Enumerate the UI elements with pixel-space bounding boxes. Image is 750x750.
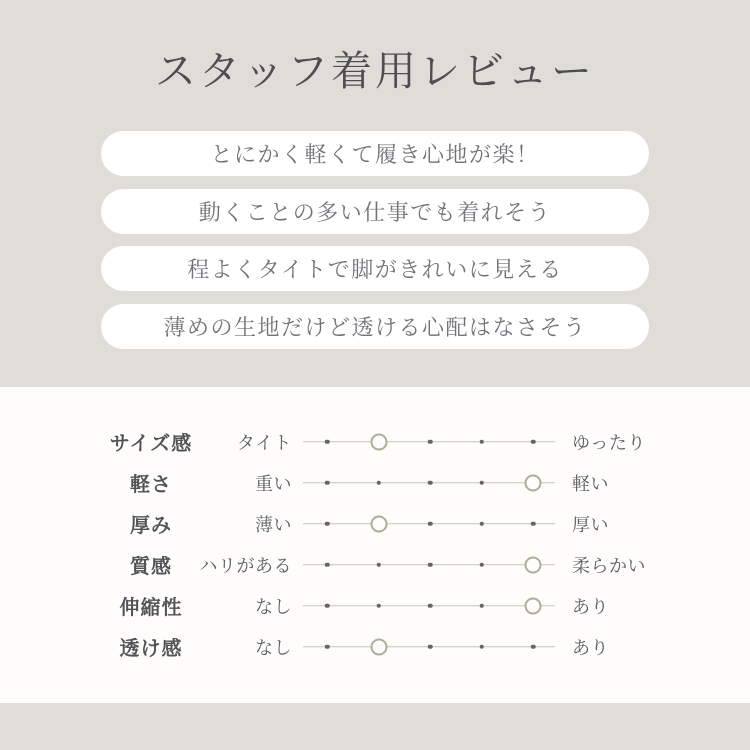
rating-scale-track [303, 513, 555, 534]
rating-scale-track [303, 554, 555, 575]
scale-step-dot [376, 480, 381, 485]
scale-step-dot [428, 480, 433, 485]
review-pill: 動くことの多い仕事でも着れそう [101, 189, 649, 234]
rating-scale-track [303, 431, 555, 452]
rating-attribute-label: サイズ感 [109, 433, 193, 455]
rating-scale-track [303, 636, 555, 657]
rating-rows [0, 421, 750, 667]
scale-max-label: あり [572, 637, 609, 658]
rating-row [0, 626, 750, 667]
scale-max-label: 柔らかい [572, 555, 646, 576]
scale-step-dot [428, 521, 433, 526]
scale-step-dot [325, 480, 330, 485]
scale-step-dot [531, 521, 536, 526]
scale-min-label: 薄い [255, 514, 292, 535]
selected-rating-marker [525, 597, 542, 614]
review-pill: 程よくタイトで脚がきれいに見える [101, 246, 649, 291]
rating-scale-track [303, 595, 555, 616]
scale-step-dot [376, 603, 381, 608]
scale-step-dot [428, 644, 433, 649]
scale-min-label: なし [255, 596, 292, 617]
review-pill-list [101, 131, 649, 349]
scale-step-dot [325, 562, 330, 567]
selected-rating-marker [525, 474, 542, 491]
selected-rating-marker [525, 556, 542, 573]
scale-step-dot [479, 521, 484, 526]
scale-step-dot [479, 480, 484, 485]
scale-step-dot [479, 562, 484, 567]
scale-step-dot [376, 562, 381, 567]
review-pill: とにかく軽くて履き心地が楽！ [101, 131, 649, 176]
scale-step-dot [531, 644, 536, 649]
rating-attribute-label: 質感 [130, 556, 172, 578]
scale-step-dot [325, 521, 330, 526]
rating-row [0, 585, 750, 626]
rating-attribute-label: 透け感 [119, 638, 183, 660]
rating-attribute-label: 伸縮性 [119, 597, 183, 619]
review-pill: 薄めの生地だけど透ける心配はなさそう [101, 304, 649, 349]
rating-row [0, 462, 750, 503]
scale-min-label: 重い [255, 473, 292, 494]
scale-min-label: タイト [236, 432, 292, 453]
scale-max-label: あり [572, 596, 609, 617]
rating-attribute-label: 軽さ [130, 474, 172, 496]
scale-max-label: ゆったり [572, 432, 646, 453]
scale-step-dot [479, 644, 484, 649]
scale-min-label: なし [255, 637, 292, 658]
scale-step-dot [531, 439, 536, 444]
selected-rating-marker [370, 433, 387, 450]
scale-max-label: 厚い [572, 514, 609, 535]
scale-step-dot [479, 439, 484, 444]
bottom-strip [0, 703, 750, 750]
scale-step-dot [325, 603, 330, 608]
scale-step-dot [428, 439, 433, 444]
scale-step-dot [325, 644, 330, 649]
scale-min-label: ハリがある [199, 555, 292, 576]
selected-rating-marker [370, 638, 387, 655]
rating-row [0, 421, 750, 462]
scale-step-dot [325, 439, 330, 444]
scale-step-dot [479, 603, 484, 608]
selected-rating-marker [370, 515, 387, 532]
scale-step-dot [428, 562, 433, 567]
rating-row [0, 503, 750, 544]
rating-scale-track [303, 472, 555, 493]
rating-row [0, 544, 750, 585]
scale-max-label: 軽い [572, 473, 609, 494]
rating-attribute-label: 厚み [130, 515, 172, 537]
rating-section [0, 387, 750, 703]
scale-step-dot [428, 603, 433, 608]
page-title: スタッフ着用レビュー [155, 47, 595, 95]
